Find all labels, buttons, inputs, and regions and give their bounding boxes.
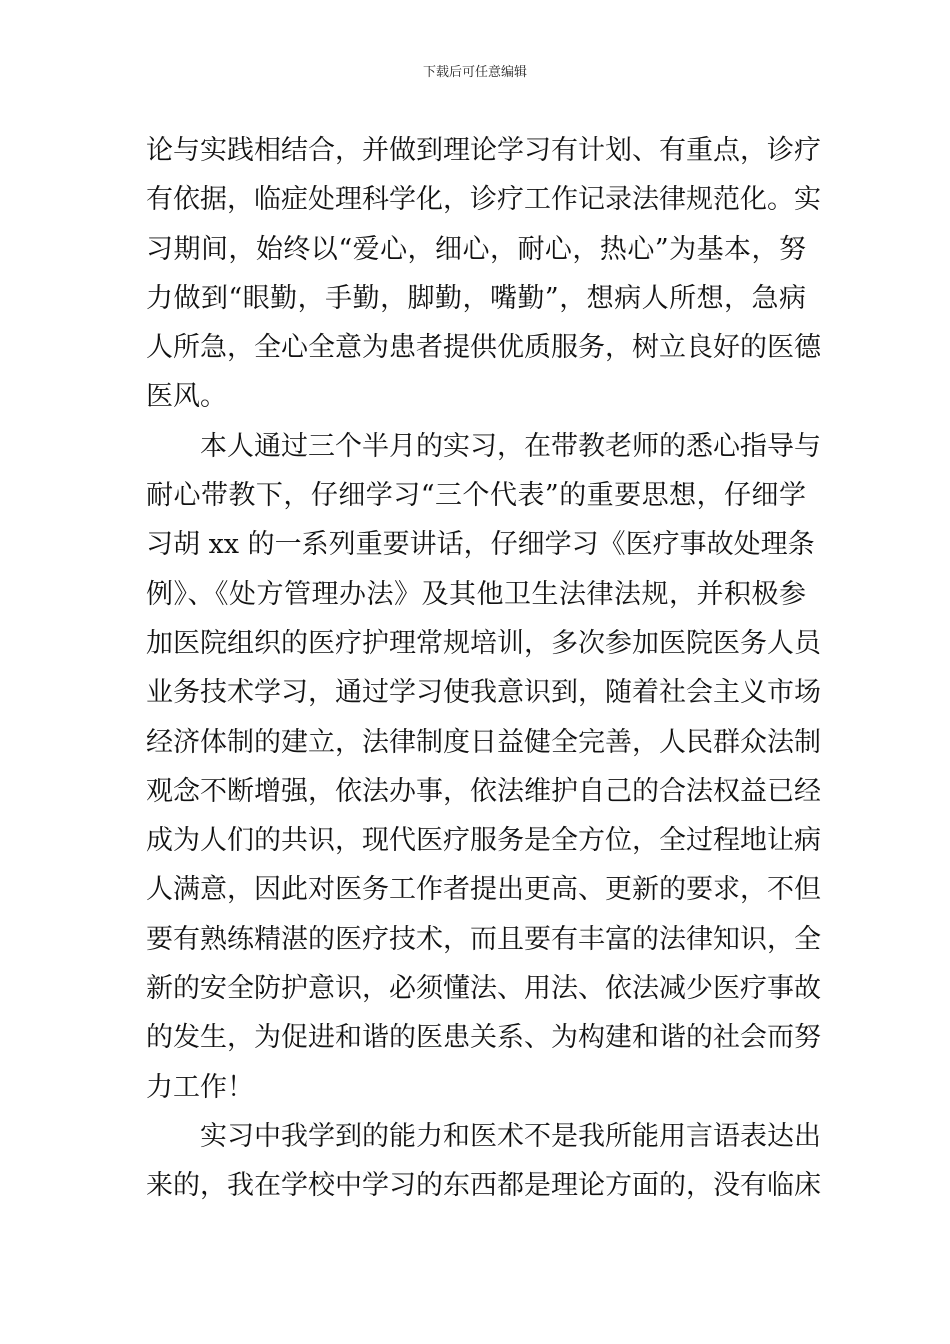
page-header: 下载后可任意编辑 (422, 65, 527, 80)
text-line: 论与实践相结合，并做到理论学习有计划、有重点，诊疗 (146, 135, 821, 166)
text-line: 习期间，始终以“爱心，细心，耐心，热心”为基本，努 (146, 233, 806, 265)
text-line: 要有熟练精湛的医疗技术，而且要有丰富的法律知识，全 (146, 923, 821, 955)
text-line: 来的，我在学校中学习的东西都是理论方面的，没有临床 (146, 1170, 821, 1202)
text-line: 耐心带教下，仔细学习“三个代表”的重要思想，仔细学 (146, 480, 806, 512)
text-line: 例》、《处方管理办法》及其他卫生法律法规，并积极参 (146, 578, 806, 610)
text-line: 医风。 (146, 381, 227, 413)
text-line: 观念不断增强，依法办事，依法维护自己的合法权益已经 (146, 775, 821, 807)
text-line: 本人通过三个半月的实习，在带教老师的悉心指导与 (146, 430, 821, 462)
text-line: 的发生，为促进和谐的医患关系、为构建和谐的社会而努 (146, 1022, 821, 1054)
text-line: 人满意，因此对医务工作者提出更高、更新的要求，不但 (146, 874, 821, 906)
text-line: 新的安全防护意识，必须懂法、用法、依法减少医疗事故 (146, 973, 821, 1005)
text-line: 业务技术学习，通过学习使我意识到，随着社会主义市场 (146, 677, 821, 709)
text-line: 习胡 xx 的一系列重要讲话，仔细学习《医疗事故处理条 (146, 529, 815, 561)
text-line: 成为人们的共识，现代医疗服务是全方位，全过程地让病 (146, 825, 821, 857)
text-line: 人所急，全心全意为患者提供优质服务，树立良好的医德 (146, 332, 821, 364)
text-line: 加医院组织的医疗护理常规培训，多次参加医院医务人员 (146, 627, 821, 659)
document-body (146, 126, 821, 1211)
text-line: 实习中我学到的能力和医术不是我所能用言语表达出 (146, 1120, 821, 1152)
text-line: 有依据，临症处理科学化，诊疗工作记录法律规范化。实 (146, 184, 821, 216)
text-line: 力工作！ (146, 1071, 254, 1103)
text-line: 经济体制的建立，法律制度日益健全完善，人民群众法制 (146, 726, 821, 758)
text-line: 力做到“眼勤，手勤，脚勤，嘴勤”，想病人所想，急病 (146, 282, 806, 314)
